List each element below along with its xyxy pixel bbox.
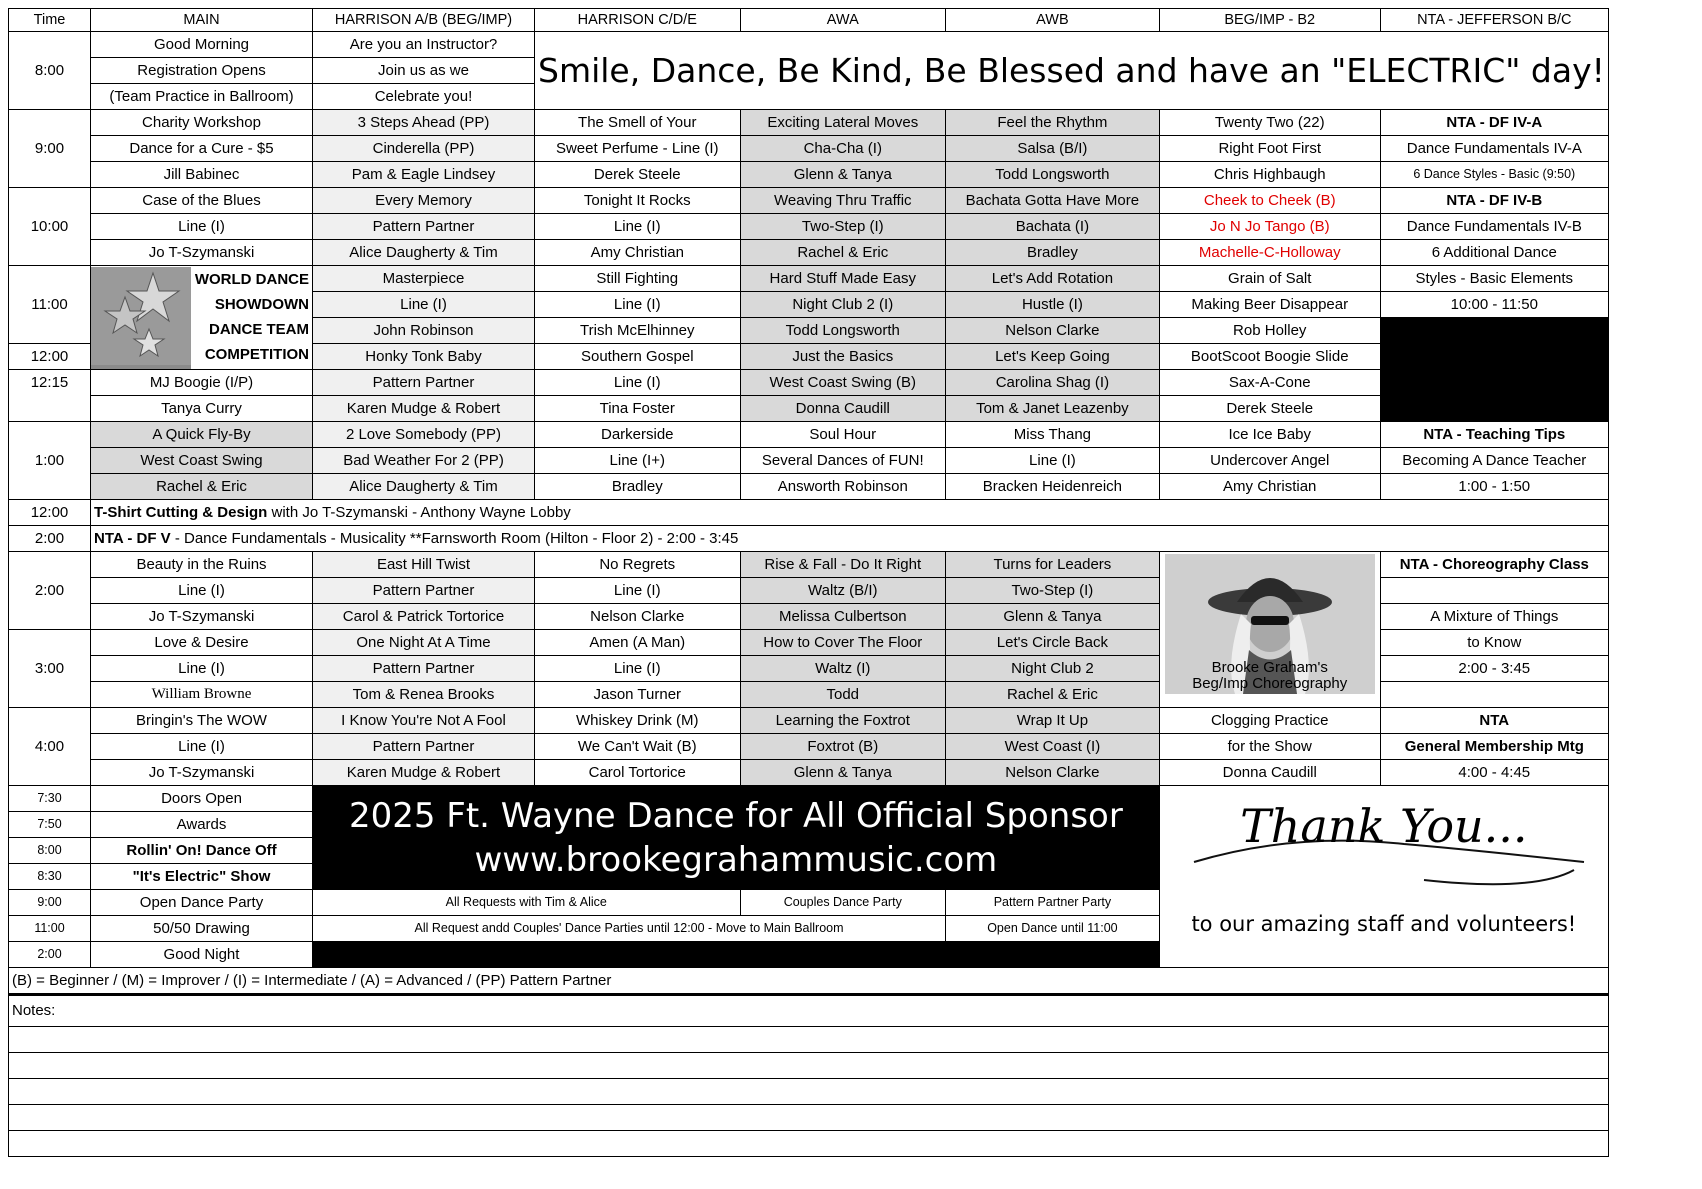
header-awb: AWB bbox=[946, 9, 1160, 32]
tshirt-event bbox=[91, 500, 1609, 526]
banner-text: Smile, Dance, Be Kind, Be Blessed and have an "ELECTRIC" day! bbox=[535, 32, 1609, 110]
class-line: Making Beer Disappear bbox=[1159, 292, 1380, 318]
showdown-line: WORLD DANCE bbox=[194, 270, 309, 288]
class-line: Answorth Robinson bbox=[740, 474, 946, 500]
notes-label: Notes: bbox=[9, 995, 1609, 1027]
time-cell: 1:00 bbox=[9, 422, 91, 500]
class-line: John Robinson bbox=[313, 318, 535, 344]
header-time: Time bbox=[9, 9, 91, 32]
class-line: Sweet Perfume - Line (I) bbox=[535, 136, 741, 162]
header-row bbox=[9, 9, 1609, 32]
class-line: Hard Stuff Made Easy bbox=[740, 266, 946, 292]
row-evening-730 bbox=[9, 786, 1609, 812]
class-line: Learning the Foxtrot bbox=[740, 708, 946, 734]
header-awa: AWA bbox=[740, 9, 946, 32]
class-line: Two-Step (I) bbox=[946, 578, 1160, 604]
class-line: Night Club 2 (I) bbox=[740, 292, 946, 318]
time-cell: 10:00 bbox=[9, 188, 91, 266]
class-line: 2:00 - 3:45 bbox=[1380, 656, 1608, 682]
legend-text: (B) = Beginner / (M) = Improver / (I) = Intermediate / (A) = Advanced / (PP) Pattern Partner bbox=[9, 968, 1609, 995]
class-line: Feel the Rhythm bbox=[946, 110, 1160, 136]
class-line: Line (I) bbox=[91, 214, 313, 240]
class-line: Twenty Two (22) bbox=[1159, 110, 1380, 136]
party-item: Couples Dance Party bbox=[740, 890, 946, 916]
class-line: Tina Foster bbox=[535, 396, 741, 422]
class-line: Amy Christian bbox=[1159, 474, 1380, 500]
showdown-line: SHOWDOWN bbox=[214, 295, 309, 313]
showdown-cell bbox=[91, 266, 313, 370]
evening-item: Open Dance Party bbox=[91, 890, 313, 916]
main-line: (Team Practice in Ballroom) bbox=[91, 84, 313, 110]
class-line: Amen (A Man) bbox=[535, 630, 741, 656]
class-line: Nelson Clarke bbox=[946, 318, 1160, 344]
class-line: Jo T-Szymanski bbox=[91, 604, 313, 630]
class-line: Line (I) bbox=[91, 734, 313, 760]
class-line: No Regrets bbox=[535, 552, 741, 578]
class-line: Pattern Partner bbox=[313, 656, 535, 682]
class-line: Grain of Salt bbox=[1159, 266, 1380, 292]
legend-row bbox=[9, 968, 1609, 995]
class-line: Becoming A Dance Teacher bbox=[1380, 448, 1608, 474]
class-line: Darkerside bbox=[535, 422, 741, 448]
class-line: Let's Add Rotation bbox=[946, 266, 1160, 292]
sponsor-url: www.brookegrahammusic.com bbox=[474, 839, 998, 880]
photo-cell bbox=[1159, 552, 1380, 708]
class-line: for the Show bbox=[1159, 734, 1380, 760]
row-nta-dfv bbox=[9, 526, 1609, 552]
class-line: Line (I) bbox=[535, 292, 741, 318]
class-line: Foxtrot (B) bbox=[740, 734, 946, 760]
class-line: One Night At A Time bbox=[313, 630, 535, 656]
class-line: Alice Daugherty & Tim bbox=[313, 474, 535, 500]
class-line: Rob Holley bbox=[1159, 318, 1380, 344]
class-line: Several Dances of FUN! bbox=[740, 448, 946, 474]
class-line: Honky Tonk Baby bbox=[313, 344, 535, 370]
party-item: Open Dance until 11:00 bbox=[946, 916, 1160, 942]
class-line: Wrap It Up bbox=[946, 708, 1160, 734]
class-line: Bachata Gotta Have More bbox=[946, 188, 1160, 214]
row-100 bbox=[9, 422, 1609, 448]
time-cell: 4:00 bbox=[9, 708, 91, 786]
class-line: Todd bbox=[740, 682, 946, 708]
time-cell: 7:30 bbox=[9, 786, 91, 812]
photo-caption-line: Beg/Imp Choreography bbox=[1192, 675, 1348, 692]
class-line: NTA - DF IV-B bbox=[1380, 188, 1608, 214]
class-line: Still Fighting bbox=[535, 266, 741, 292]
class-line: Hustle (I) bbox=[946, 292, 1160, 318]
class-line: Line (I) bbox=[535, 578, 741, 604]
class-line: Whiskey Drink (M) bbox=[535, 708, 741, 734]
time-cell: 2:00 bbox=[9, 552, 91, 630]
class-line: 3 Steps Ahead (PP) bbox=[313, 110, 535, 136]
class-line: East Hill Twist bbox=[313, 552, 535, 578]
class-line: Karen Mudge & Robert bbox=[313, 760, 535, 786]
class-line: Line (I+) bbox=[535, 448, 741, 474]
main-line: Good Morning bbox=[91, 32, 313, 58]
class-line: Line (I) bbox=[535, 656, 741, 682]
class-line: How to Cover The Floor bbox=[740, 630, 946, 656]
class-line: Pattern Partner bbox=[313, 214, 535, 240]
main-line: Registration Opens bbox=[91, 58, 313, 84]
empty-cell bbox=[1380, 682, 1608, 708]
time-cell: 8:30 bbox=[9, 864, 91, 890]
row-900 bbox=[9, 110, 1609, 136]
class-line: MJ Boogie (I/P) bbox=[91, 370, 313, 396]
thank-you-subtitle: to our amazing staff and volunteers! bbox=[1191, 911, 1577, 936]
class-line: Cinderella (PP) bbox=[313, 136, 535, 162]
class-line: Pattern Partner bbox=[313, 370, 535, 396]
tshirt-detail: with Jo T-Szymanski - Anthony Wayne Lobby bbox=[267, 504, 571, 521]
time-cell: 11:00 bbox=[9, 266, 91, 344]
notes-line bbox=[9, 1027, 1609, 1053]
class-line: Trish McElhinney bbox=[535, 318, 741, 344]
class-line bbox=[1380, 578, 1608, 604]
class-line: Alice Daugherty & Tim bbox=[313, 240, 535, 266]
evening-item: Good Night bbox=[91, 942, 313, 968]
class-line: Cha-Cha (I) bbox=[740, 136, 946, 162]
class-line: Jill Babinec bbox=[91, 162, 313, 188]
class-line: Waltz (I) bbox=[740, 656, 946, 682]
class-line: We Can't Wait (B) bbox=[535, 734, 741, 760]
class-line: William Browne bbox=[91, 682, 313, 708]
class-line: 6 Additional Dance bbox=[1380, 240, 1608, 266]
evening-item: 50/50 Drawing bbox=[91, 916, 313, 942]
class-line: 6 Dance Styles - Basic (9:50) bbox=[1380, 162, 1608, 188]
evening-item: "It's Electric" Show bbox=[91, 864, 313, 890]
class-line: NTA bbox=[1380, 708, 1608, 734]
row-1000 bbox=[9, 188, 1609, 214]
class-line: Styles - Basic Elements bbox=[1380, 266, 1608, 292]
class-line: Tonight It Rocks bbox=[535, 188, 741, 214]
class-line: Case of the Blues bbox=[91, 188, 313, 214]
header-b2: BEG/IMP - B2 bbox=[1159, 9, 1380, 32]
brooke-graham-photo bbox=[1165, 554, 1375, 694]
sponsor-block bbox=[313, 786, 1160, 890]
class-line: Tanya Curry bbox=[91, 396, 313, 422]
class-line: Turns for Leaders bbox=[946, 552, 1160, 578]
thank-you-block bbox=[1159, 786, 1608, 968]
class-line: Night Club 2 bbox=[946, 656, 1160, 682]
time-cell: 11:00 bbox=[9, 916, 91, 942]
class-line: Miss Thang bbox=[946, 422, 1160, 448]
header-nta: NTA - JEFFERSON B/C bbox=[1380, 9, 1608, 32]
class-line: Carol Tortorice bbox=[535, 760, 741, 786]
class-line: Dance Fundamentals IV-A bbox=[1380, 136, 1608, 162]
time-cell: 9:00 bbox=[9, 890, 91, 916]
class-line: West Coast Swing bbox=[91, 448, 313, 474]
evening-item: Doors Open bbox=[91, 786, 313, 812]
nta-dfv-detail: - Dance Fundamentals - Musicality **Farnsworth Room (Hilton - Floor 2) - 2:00 - 3:45 bbox=[170, 530, 739, 547]
class-line: Jo N Jo Tango (B) bbox=[1159, 214, 1380, 240]
class-line: A Quick Fly-By bbox=[91, 422, 313, 448]
time-cell: 2:00 bbox=[9, 526, 91, 552]
photo-caption-line: Brooke Graham's bbox=[1211, 659, 1328, 676]
class-line: Carolina Shag (I) bbox=[946, 370, 1160, 396]
class-line: Sax-A-Cone bbox=[1159, 370, 1380, 396]
class-line: Two-Step (I) bbox=[740, 214, 946, 240]
showdown-line: DANCE TEAM bbox=[209, 320, 309, 338]
time-cell: 9:00 bbox=[9, 110, 91, 188]
sponsor-title: 2025 Ft. Wayne Dance for All Official Sponsor bbox=[348, 795, 1123, 836]
class-line: Let's Keep Going bbox=[946, 344, 1160, 370]
class-line: Line (I) bbox=[313, 292, 535, 318]
row-400 bbox=[9, 708, 1609, 734]
class-line: Rachel & Eric bbox=[91, 474, 313, 500]
class-line: Rachel & Eric bbox=[740, 240, 946, 266]
class-line: Tom & Janet Leazenby bbox=[946, 396, 1160, 422]
class-line: A Mixture of Things bbox=[1380, 604, 1608, 630]
blackout-cell bbox=[1380, 318, 1608, 422]
notes-line bbox=[9, 1079, 1609, 1105]
header-harrison-ab: HARRISON A/B (BEG/IMP) bbox=[313, 9, 535, 32]
party-item: Pattern Partner Party bbox=[946, 890, 1160, 916]
thank-you-script: Thank You... bbox=[1240, 798, 1528, 853]
class-line: Waltz (B/I) bbox=[740, 578, 946, 604]
class-line: Southern Gospel bbox=[535, 344, 741, 370]
nta-dfv-title: NTA - DF V bbox=[94, 530, 171, 547]
class-line: Machelle-C-Holloway bbox=[1159, 240, 1380, 266]
class-line: Dance Fundamentals IV-B bbox=[1380, 214, 1608, 240]
notes-line bbox=[9, 1131, 1609, 1157]
class-line: Donna Caudill bbox=[740, 396, 946, 422]
class-line: Bringin's The WOW bbox=[91, 708, 313, 734]
class-line: Let's Circle Back bbox=[946, 630, 1160, 656]
class-line: Charity Workshop bbox=[91, 110, 313, 136]
class-line: Masterpiece bbox=[313, 266, 535, 292]
class-line: 2 Love Somebody (PP) bbox=[313, 422, 535, 448]
stars-icon bbox=[91, 267, 191, 369]
class-line: Line (I) bbox=[535, 214, 741, 240]
class-line: West Coast Swing (B) bbox=[740, 370, 946, 396]
class-line: Jo T-Szymanski bbox=[91, 760, 313, 786]
notes-row bbox=[9, 995, 1609, 1027]
class-line: Karen Mudge & Robert bbox=[313, 396, 535, 422]
class-line: Todd Longsworth bbox=[946, 162, 1160, 188]
class-line: Every Memory bbox=[313, 188, 535, 214]
class-line: Glenn & Tanya bbox=[946, 604, 1160, 630]
party-item: All Requests with Tim & Alice bbox=[313, 890, 741, 916]
class-line: Glenn & Tanya bbox=[740, 760, 946, 786]
blackout-cell bbox=[313, 942, 1160, 968]
class-line: The Smell of Your bbox=[535, 110, 741, 136]
class-line: Tom & Renea Brooks bbox=[313, 682, 535, 708]
header-main: MAIN bbox=[91, 9, 313, 32]
class-line: BootScoot Boogie Slide bbox=[1159, 344, 1380, 370]
class-line: Nelson Clarke bbox=[946, 760, 1160, 786]
class-line: Melissa Culbertson bbox=[740, 604, 946, 630]
notes-line bbox=[9, 1053, 1609, 1079]
class-line: Right Foot First bbox=[1159, 136, 1380, 162]
class-line: Love & Desire bbox=[91, 630, 313, 656]
time-cell: 12:00 bbox=[9, 344, 91, 370]
class-line: Jason Turner bbox=[535, 682, 741, 708]
class-line: Pattern Partner bbox=[313, 734, 535, 760]
class-line: Todd Longsworth bbox=[740, 318, 946, 344]
class-line: Beauty in the Ruins bbox=[91, 552, 313, 578]
row-800 bbox=[9, 32, 1609, 58]
class-line: Line (I) bbox=[535, 370, 741, 396]
class-line: Bad Weather For 2 (PP) bbox=[313, 448, 535, 474]
nta-dfv-event bbox=[91, 526, 1609, 552]
class-line: Donna Caudill bbox=[1159, 760, 1380, 786]
class-line: Glenn & Tanya bbox=[740, 162, 946, 188]
class-line: Bradley bbox=[946, 240, 1160, 266]
tshirt-title: T-Shirt Cutting & Design bbox=[94, 504, 268, 521]
class-line: Jo T-Szymanski bbox=[91, 240, 313, 266]
time-cell: 7:50 bbox=[9, 812, 91, 838]
class-line: Rachel & Eric bbox=[946, 682, 1160, 708]
class-line: Line (I) bbox=[91, 656, 313, 682]
class-line: General Membership Mtg bbox=[1380, 734, 1608, 760]
schedule-grid bbox=[8, 8, 1609, 1157]
class-line: Cheek to Cheek (B) bbox=[1159, 188, 1380, 214]
showdown-line: COMPETITION bbox=[204, 345, 309, 363]
class-line: Rise & Fall - Do It Right bbox=[740, 552, 946, 578]
class-line: Soul Hour bbox=[740, 422, 946, 448]
class-line: NTA - Teaching Tips bbox=[1380, 422, 1608, 448]
class-line: Undercover Angel bbox=[1159, 448, 1380, 474]
class-line: Ice Ice Baby bbox=[1159, 422, 1380, 448]
class-line: Nelson Clarke bbox=[535, 604, 741, 630]
evening-item: Rollin' On! Dance Off bbox=[91, 838, 313, 864]
class-line: Just the Basics bbox=[740, 344, 946, 370]
class-line: Derek Steele bbox=[1159, 396, 1380, 422]
class-line: Clogging Practice bbox=[1159, 708, 1380, 734]
row-tshirt bbox=[9, 500, 1609, 526]
row-1100 bbox=[9, 266, 1609, 292]
class-line: 4:00 - 4:45 bbox=[1380, 760, 1608, 786]
class-line: Derek Steele bbox=[535, 162, 741, 188]
class-line: Line (I) bbox=[91, 578, 313, 604]
time-cell: 12:15 bbox=[9, 370, 91, 422]
class-line: Bracken Heidenreich bbox=[946, 474, 1160, 500]
class-line: NTA - DF IV-A bbox=[1380, 110, 1608, 136]
time-cell: 2:00 bbox=[9, 942, 91, 968]
class-line: I Know You're Not A Fool bbox=[313, 708, 535, 734]
party-item: All Request andd Couples' Dance Parties until 12:00 - Move to Main Ballroom bbox=[313, 916, 946, 942]
time-cell: 12:00 bbox=[9, 500, 91, 526]
class-line: Line (I) bbox=[946, 448, 1160, 474]
class-line: to Know bbox=[1380, 630, 1608, 656]
class-line: Pattern Partner bbox=[313, 578, 535, 604]
header-harrison-cde: HARRISON C/D/E bbox=[535, 9, 741, 32]
class-line: Carol & Patrick Tortorice bbox=[313, 604, 535, 630]
class-line: Weaving Thru Traffic bbox=[740, 188, 946, 214]
time-cell: 8:00 bbox=[9, 32, 91, 110]
class-line: Exciting Lateral Moves bbox=[740, 110, 946, 136]
row-200 bbox=[9, 552, 1609, 578]
hab-line: Join us as we bbox=[313, 58, 535, 84]
class-line: Chris Highbaugh bbox=[1159, 162, 1380, 188]
class-line: NTA - Choreography Class bbox=[1380, 552, 1608, 578]
evening-item: Awards bbox=[91, 812, 313, 838]
class-line: Amy Christian bbox=[535, 240, 741, 266]
class-line: Pam & Eagle Lindsey bbox=[313, 162, 535, 188]
notes-line bbox=[9, 1105, 1609, 1131]
time-cell: 3:00 bbox=[9, 630, 91, 708]
time-cell: 8:00 bbox=[9, 838, 91, 864]
class-line: 1:00 - 1:50 bbox=[1380, 474, 1608, 500]
class-line: Bachata (I) bbox=[946, 214, 1160, 240]
class-line: Dance for a Cure - $5 bbox=[91, 136, 313, 162]
class-line: 10:00 - 11:50 bbox=[1380, 292, 1608, 318]
class-line: Salsa (B/I) bbox=[946, 136, 1160, 162]
class-line: West Coast (I) bbox=[946, 734, 1160, 760]
class-line: Bradley bbox=[535, 474, 741, 500]
hab-line: Celebrate you! bbox=[313, 84, 535, 110]
hab-line: Are you an Instructor? bbox=[313, 32, 535, 58]
